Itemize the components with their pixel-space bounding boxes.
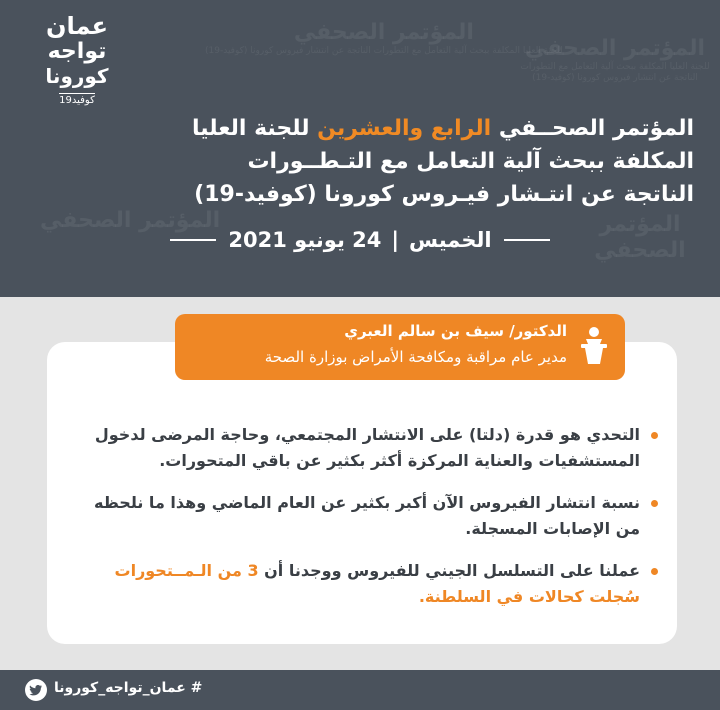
divider — [170, 239, 216, 241]
list-item: التحدي هو قدرة (دلتا) على الانتشار المجتمعي، وحاجة المرضى لدخول المستشفيات والعناية المركزة أكثر بكثير عن باقي المتحورات. — [78, 422, 658, 474]
watermark-logo: المؤتمر الصحفي للجنة العليا المكلفة ببحث آلية التعامل مع التطورات الناتجة عن انتشار فيروس كورونا (كوفيد-19) — [520, 36, 710, 84]
oman-faces-corona-logo: عمان تواجه كورونا كوفيد19 — [45, 12, 109, 106]
bullet-icon — [651, 432, 658, 439]
header-banner — [0, 0, 720, 297]
bullet-icon — [651, 500, 658, 507]
watermark-logo: المؤتمر الصحفي للجنة العليا المكلفة ببحث آلية التعامل مع التطورات الناتجة عن انتشار فيروس كورونا (كوفيد-19) — [205, 20, 563, 57]
date-day: الخميس — [409, 228, 492, 252]
date-line — [0, 228, 720, 252]
twitter-icon[interactable] — [25, 679, 47, 701]
date-separator: | — [391, 228, 400, 252]
watermark-logo: المؤتمر الصحفي — [40, 208, 221, 233]
speaker-name: الدكتور/ سيف بن سالم العبري — [344, 322, 567, 340]
date-value: 24 يونيو 2021 — [228, 228, 382, 252]
key-points-list — [78, 422, 658, 626]
title-accent: الرابع والعشرين — [317, 116, 492, 141]
hashtag-text: # عمان_تواجه_كورونا — [54, 680, 203, 696]
list-item: عملنا على التسلسل الجيني للفيروس ووجدنا أن 3 من الـمــتحورات سُجلت كحالات في السلطنة. — [78, 558, 658, 610]
speaker-role: مدير عام مراقبة ومكافحة الأمراض بوزارة الصحة — [264, 348, 567, 366]
page-title: المؤتمر الصحــفي الرابع والعشرين للجنة العليا المكلفة ببحث آلية التعامل مع التـطــورات الناتجة عن انتـشار فيـروس كورونا (كوفيد-19) — [191, 116, 694, 207]
divider — [504, 239, 550, 241]
watermark-logo: المؤتمر الصحفي — [594, 212, 686, 264]
footer-bar — [0, 670, 720, 710]
highlight-text: 3 من الـمــتحورات سُجلت كحالات في السلطنة. — [114, 561, 640, 606]
bullet-icon — [651, 568, 658, 575]
speaker-banner — [175, 314, 625, 380]
podium-icon — [577, 326, 611, 366]
list-item: نسبة انتشار الفيروس الآن أكبر بكثير عن العام الماضي وهذا ما نلحظه من الإصابات المسجلة. — [78, 490, 658, 542]
